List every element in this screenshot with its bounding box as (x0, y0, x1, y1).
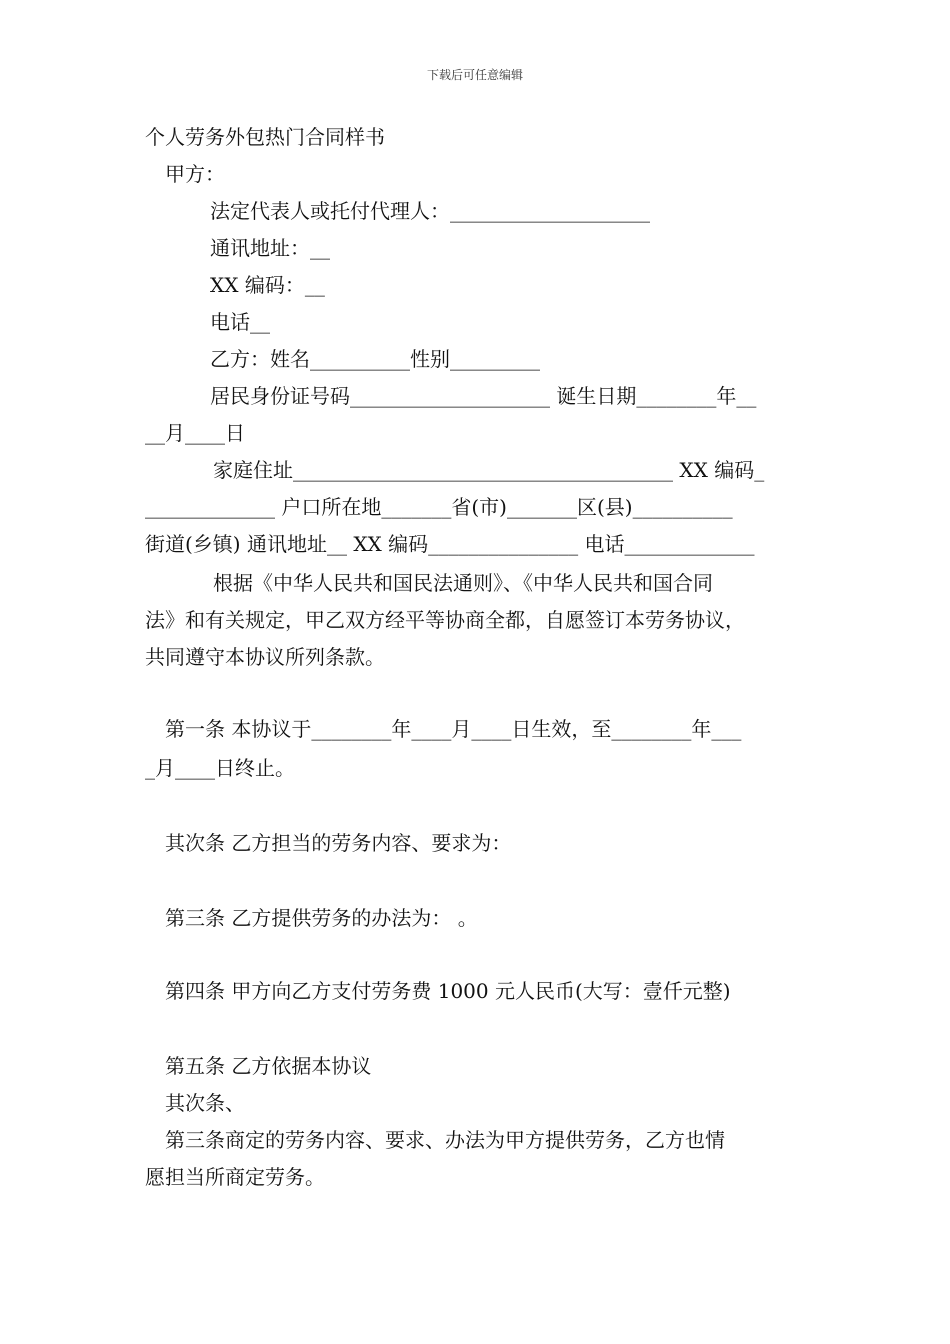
postcode-line: XX 编码：__ (210, 273, 325, 297)
document-title: 个人劳务外包热门合同样书 (145, 125, 385, 149)
article-1-line-1: 第一条 本协议于________年____月____日生效，至________年___ (165, 717, 742, 741)
article-1-line-2: _月____日终止。 (145, 756, 295, 780)
article-4: 第四条 甲方向乙方支付劳务费 1000 元人民币(大写：壹仟元整) (165, 979, 731, 1003)
party-b-line: 乙方：姓名__________性别_________ (210, 347, 540, 371)
basis-paragraph-3: 共同遵守本协议所列条款。 (145, 645, 385, 669)
article-5-line-3: 第三条商定的劳务内容、要求、办法为甲方提供劳务，乙方也情 (165, 1128, 725, 1152)
party-a-label: 甲方： (165, 162, 225, 186)
phone-line: 电话__ (210, 310, 270, 334)
article-2: 其次条 乙方担当的劳务内容、要求为： (165, 831, 512, 855)
id-birth-line: 居民身份证号码____________________ 诞生日期________年__ (210, 384, 757, 408)
home-address-line: 家庭住址______________________________________ XX 编码_ (213, 458, 765, 482)
page-header: 下载后可任意编辑 (426, 68, 523, 82)
basis-paragraph-1: 根据《中华人民共和国民法通则》、《中华人民共和国合同 (213, 571, 713, 595)
address-line: 通讯地址：__ (210, 236, 330, 260)
article-3: 第三条 乙方提供劳务的办法为： 。 (165, 906, 478, 930)
article-5-line-1: 第五条 乙方依据本协议 (165, 1054, 372, 1078)
legal-rep-line: 法定代表人或托付代理人：____________________ (210, 199, 650, 223)
street-contact-line: 街道(乡镇) 通讯地址__ XX 编码_______________ 电话_____________ (145, 532, 755, 556)
article-5-line-2: 其次条、 (165, 1091, 245, 1115)
basis-paragraph-2: 法》和有关规定，甲乙双方经平等协商全都，自愿签订本劳务协议， (145, 608, 745, 632)
household-line: _____________ 户口所在地_______省(市)_______区(县)__________ (145, 495, 733, 519)
article-5-line-4: 愿担当所商定劳务。 (145, 1165, 325, 1189)
id-birth-line-cont: __月____日 (145, 421, 245, 445)
